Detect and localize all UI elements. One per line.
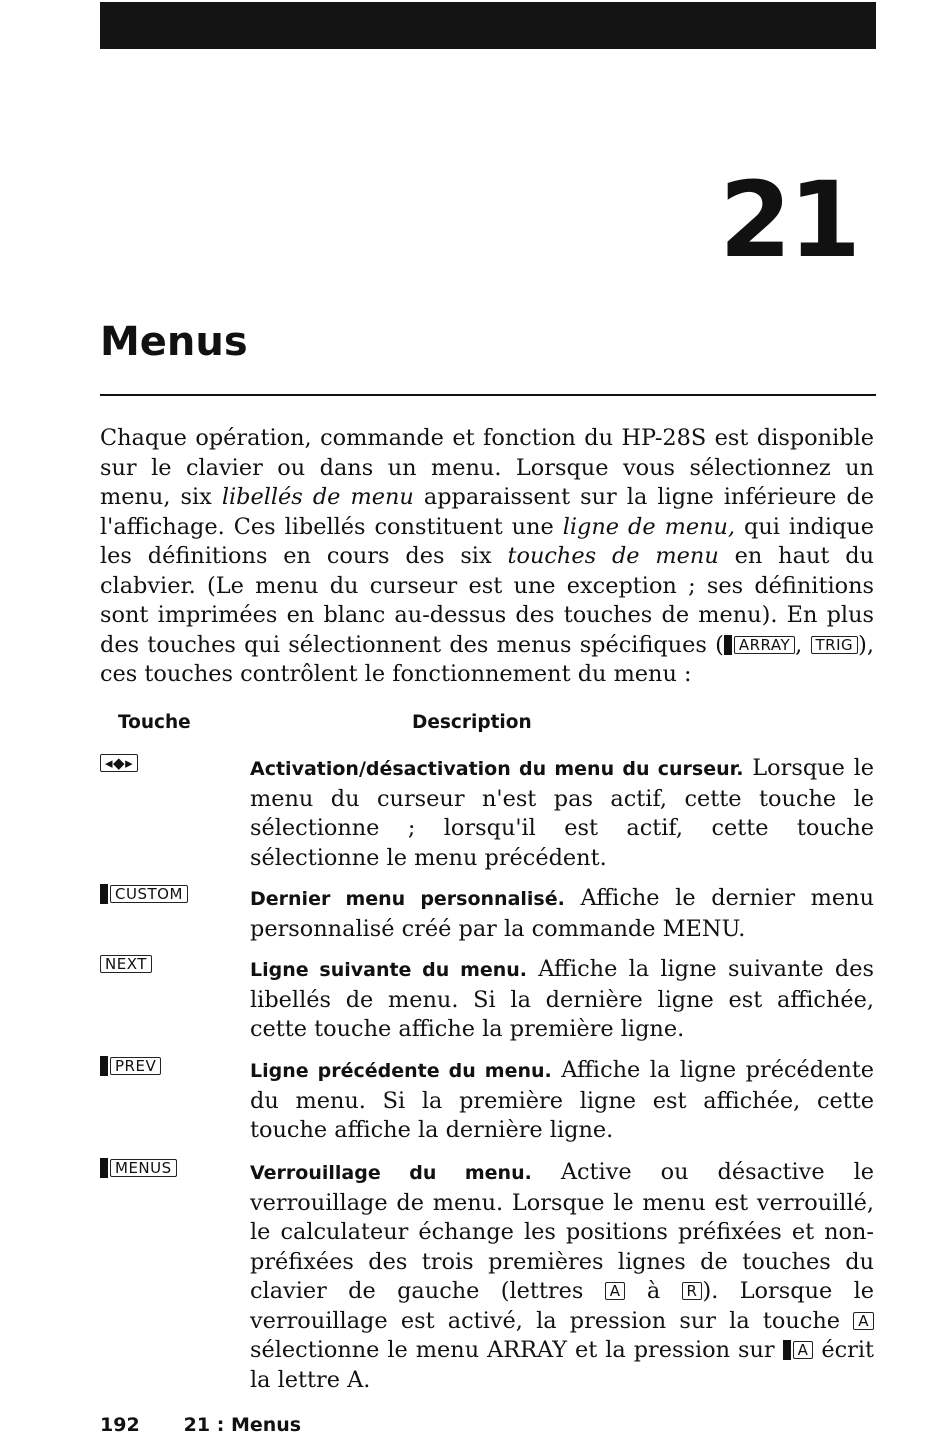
- title-rule: [100, 394, 876, 396]
- row-description: [250, 1056, 874, 1146]
- key-trig: TRIG: [811, 636, 859, 654]
- intro-emphasis-2: ligne de menu,: [562, 513, 736, 540]
- row-title: Ligne précédente du menu.: [250, 1060, 552, 1082]
- chapter-number: 21: [719, 159, 858, 281]
- row-text: à: [625, 1278, 682, 1304]
- intro-separator: ,: [795, 631, 811, 658]
- row-description: [250, 754, 874, 873]
- key-next: NEXT: [100, 955, 152, 973]
- intro-text-5: ), ces touches contrôlent le fonctionnement du menu :: [100, 631, 874, 687]
- shift-key-icon: [724, 635, 732, 655]
- row-description: [250, 884, 874, 944]
- page-footer: [100, 1413, 301, 1437]
- row-title: Verrouillage du menu.: [250, 1162, 532, 1184]
- page-number: 192: [100, 1414, 140, 1436]
- shift-key-icon: [100, 1158, 108, 1178]
- intro-text-2: apparaissent sur la ligne inférieure de l'affichage. Ces libellés constituent une: [100, 484, 874, 540]
- footer-chapter: 21 : Menus: [183, 1414, 302, 1436]
- row-text: Lorsque le menu du curseur n'est pas actif, cette touche le sélectionne ; lorsqu'il est actif, cette touche sélectionne le menu précédent.: [250, 755, 874, 871]
- table-header-description: Description: [412, 712, 532, 733]
- key-r: R: [682, 1282, 703, 1300]
- shift-key-icon: [783, 1340, 791, 1360]
- intro-text-1: Chaque opération, commande et fonction du HP-28S est disponible sur le clavier ou dans un menu. Lorsque vous sélectionnez un menu, six: [100, 425, 874, 510]
- intro-emphasis-1: libellés de menu: [221, 484, 414, 510]
- row-text: sélectionne le menu ARRAY et la pression sur: [250, 1337, 783, 1363]
- row-title: Activation/désactivation du menu du curseur.: [250, 758, 744, 780]
- intro-paragraph: [100, 424, 874, 690]
- key-a: A: [793, 1341, 814, 1359]
- shift-key-icon: [100, 884, 108, 904]
- intro-emphasis-3: touches de menu: [507, 543, 719, 569]
- row-description: [250, 1158, 874, 1395]
- key-prev: PREV: [110, 1057, 161, 1075]
- row-title: Ligne suivante du menu.: [250, 959, 528, 981]
- row-text: Affiche la ligne suivante des libellés de menu. Si la dernière ligne est affichée, cette touche affiche la première ligne.: [250, 956, 875, 1042]
- key-array: ARRAY: [734, 636, 795, 654]
- row-text: ). Lorsque le verrouillage est activé, la pression sur la touche: [250, 1278, 874, 1334]
- table-header-key: Touche: [118, 712, 191, 733]
- key-a: A: [605, 1282, 626, 1300]
- row-text: Active ou désactive le verrouillage de menu. Lorsque le menu est verrouillé, le calculateur échange les positions préfixées et non-préfixées des trois premières lignes de touches du clavier de gauche (lettres: [250, 1159, 874, 1304]
- intro-text-3: qui indique les définitions en cours des six: [100, 513, 874, 569]
- key-menus: MENUS: [110, 1159, 177, 1177]
- header-bar: [100, 2, 876, 49]
- key-custom: CUSTOM: [110, 885, 188, 903]
- row-text: Affiche la ligne précédente du menu. Si la première ligne est affichée, cette touche affiche la dernière ligne.: [250, 1057, 874, 1143]
- row-text: écrit la lettre A.: [250, 1337, 874, 1393]
- shift-key-icon: [100, 1056, 108, 1076]
- row-text: Affiche le dernier menu personnalisé créé par la commande MENU.: [250, 885, 874, 942]
- chapter-title: Menus: [100, 319, 248, 365]
- key-cursor-menu: ◂◆▸: [100, 754, 138, 772]
- intro-text-4: en haut du clabvier. (Le menu du curseur est une exception ; ses définitions sont imprimées en blanc au-dessus des touches de menu). En plus des touches qui sélectionnent des menus spécifiques (: [100, 543, 874, 658]
- row-title: Dernier menu personnalisé.: [250, 888, 565, 910]
- key-a: A: [853, 1312, 874, 1330]
- row-description: [250, 955, 874, 1045]
